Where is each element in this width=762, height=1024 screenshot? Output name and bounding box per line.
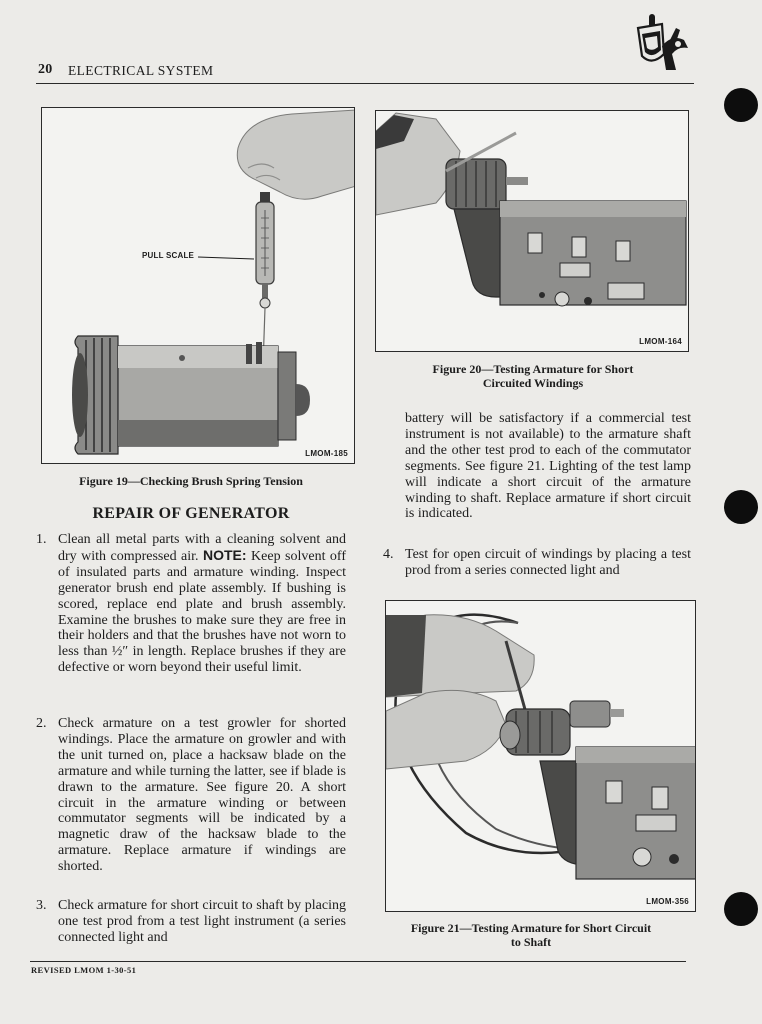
caption-line: Figure 20—Testing Armature for Short xyxy=(432,362,634,376)
binder-hole xyxy=(724,88,758,122)
figure-19-photo xyxy=(41,107,355,464)
item-number: 3. xyxy=(36,898,47,913)
item-number: 4. xyxy=(383,547,394,562)
growler-armature-illustration xyxy=(376,111,689,352)
binder-hole xyxy=(724,490,758,524)
list-item xyxy=(36,532,347,676)
figure-20-photo xyxy=(375,110,689,352)
figure-21-caption xyxy=(380,921,682,949)
item-number: 2. xyxy=(36,716,47,731)
item-continuation: battery will be satisfactory if a commercial test instrument is not available) to the armature shaft and the other test prod to each of the commutator segments. See figure 21. Lighting of the test lamp will indicate a short circuit of the armature winding to shaft. Replace armature if short circuit is indicated. xyxy=(405,411,691,522)
item-text: Clean all metal parts with a cleaning solvent and dry with compressed air. xyxy=(58,532,346,564)
figure-code: LMOM-185 xyxy=(305,449,348,458)
figure-19-caption: Figure 19—Checking Brush Spring Tension xyxy=(79,474,303,488)
test-prod-armature-illustration xyxy=(386,601,696,912)
item-text: Test for open circuit of windings by placing a test prod from a series connected light and xyxy=(405,547,691,578)
figure-21-photo xyxy=(385,600,696,912)
item-text: Check armature for short circuit to shaft by placing one test prod from a test light instrument (a series connected light and xyxy=(58,898,346,945)
caption-line: Circuited Windings xyxy=(482,376,584,390)
page-number: 20 xyxy=(38,62,53,77)
note-label: NOTE: xyxy=(203,546,247,563)
pull-scale-label: PULL SCALE xyxy=(142,251,195,260)
caption-line: to Shaft xyxy=(510,935,552,949)
binder-hole xyxy=(724,892,758,926)
list-item xyxy=(383,547,691,579)
knight-crest-icon xyxy=(632,14,694,76)
item-text: Keep solvent off of insulated parts and armature winding. Inspect generator brush end plate assembly. If bushing is scored, replace end plate and brush assembly. Examine the brushes to make sure they are free in their holders and that the brushes have not worn to less than ½″ in length. Replace brushes if they are defective or worn beyond their useful limit. xyxy=(58,548,347,676)
figure-code: LMOM-164 xyxy=(639,337,682,346)
item-text: Check armature on a test growler for shorted windings. Place the armature on growler and with the unit turned on, place a hacksaw blade on the armature and while turning the latter, see if blade is drawn to the armature. See figure 20. A short circuit in the armature winding or between commutator segments will be indicated by a magnetic draw of the hacksaw blade to the armature. Replace armature if windings are shorted. xyxy=(58,716,346,875)
footer-rule xyxy=(30,961,686,962)
page-header xyxy=(36,62,694,84)
figure-20-caption xyxy=(376,362,690,390)
figure-code: LMOM-356 xyxy=(646,897,689,906)
list-item xyxy=(36,716,346,875)
revision-note: REVISED LMOM 1-30-51 xyxy=(31,965,137,975)
section-heading: REPAIR OF GENERATOR xyxy=(92,505,290,522)
list-item xyxy=(36,898,346,946)
caption-line: Figure 21—Testing Armature for Short Circuit xyxy=(410,921,652,935)
generator-pull-scale-illustration xyxy=(42,108,355,464)
section-title: ELECTRICAL SYSTEM xyxy=(68,63,214,78)
item-number: 1. xyxy=(36,532,47,547)
